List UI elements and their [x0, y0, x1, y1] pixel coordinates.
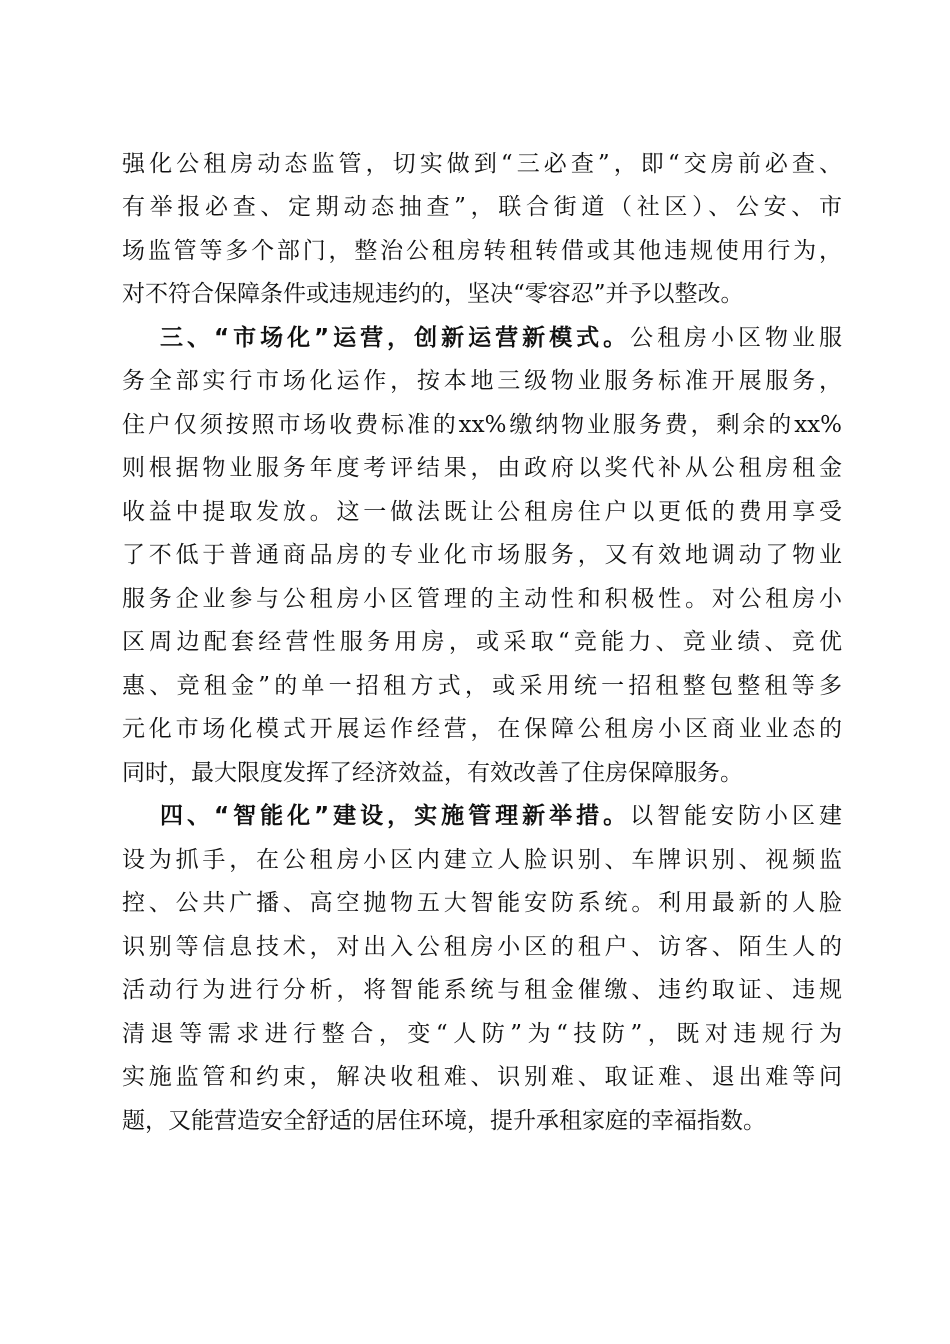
- text-line: 题，又能营造安全舒适的居住环境，提升承租家庭的幸福指数。: [122, 1108, 766, 1134]
- text-line: 设为抓手，在公租房小区内建立人脸识别、车牌识别、视频监: [122, 847, 842, 873]
- text-line: 清退等需求进行整合，变“人防”为“技防”，既对违规行为: [122, 1021, 842, 1047]
- text-line: 惠、竞租金”的单一招租方式，或采用统一招租整包整租等多: [122, 673, 842, 699]
- text-line: 住户仅须按照市场收费标准的xx%缴纳物业服务费，剩余的xx%: [122, 412, 842, 438]
- text-line: 场监管等多个部门，整治公租房转租转借或其他违规使用行为，: [122, 238, 842, 264]
- text-line: 务全部实行市场化运作，按本地三级物业服务标准开展服务，: [122, 368, 842, 394]
- text-line: 同时，最大限度发挥了经济效益，有效改善了住房保障服务。: [122, 760, 743, 786]
- text-run: 以智能安防小区建: [630, 803, 843, 829]
- text-line: 收益中提取发放。这一做法既让公租房住户以更低的费用享受: [122, 499, 842, 525]
- text-line: 控、公共广播、高空抛物五大智能安防系统。利用最新的人脸: [122, 890, 842, 916]
- text-line: 识别等信息技术，对出入公租房小区的租户、访客、陌生人的: [122, 934, 842, 960]
- section-heading: 三、“市场化”运营，创新运营新模式。: [160, 325, 631, 351]
- text-line: 有举报必查、定期动态抽查”，联合街道（社区）、公安、市: [122, 194, 842, 220]
- text-line: 强化公租房动态监管，切实做到“三必查”，即“交房前必查、: [122, 151, 842, 177]
- text-line: 区周边配套经营性服务用房，或采取“竞能力、竞业绩、竞优: [122, 629, 842, 655]
- section-heading: 四、“智能化”建设，实施管理新举措。: [160, 803, 631, 829]
- text-line: 则根据物业服务年度考评结果，由政府以奖代补从公租房租金: [122, 455, 842, 481]
- text-line: 元化市场化模式开展运作经营，在保障公租房小区商业业态的: [122, 716, 842, 742]
- text-run: 公租房小区物业服: [630, 325, 843, 351]
- section-heading-line: [160, 794, 842, 838]
- text-line: 活动行为进行分析，将智能系统与租金催缴、违约取证、违规: [122, 977, 842, 1003]
- text-line: 对不符合保障条件或违规违约的，坚决“零容忍”并予以整改。: [122, 281, 744, 307]
- text-line: 服务企业参与公租房小区管理的主动性和积极性。对公租房小: [122, 586, 842, 612]
- text-line: 了不低于普通商品房的专业化市场服务，又有效地调动了物业: [122, 542, 842, 568]
- text-line: 实施监管和约束，解决收租难、识别难、取证难、退出难等问: [122, 1064, 842, 1090]
- section-heading-line: [160, 316, 842, 360]
